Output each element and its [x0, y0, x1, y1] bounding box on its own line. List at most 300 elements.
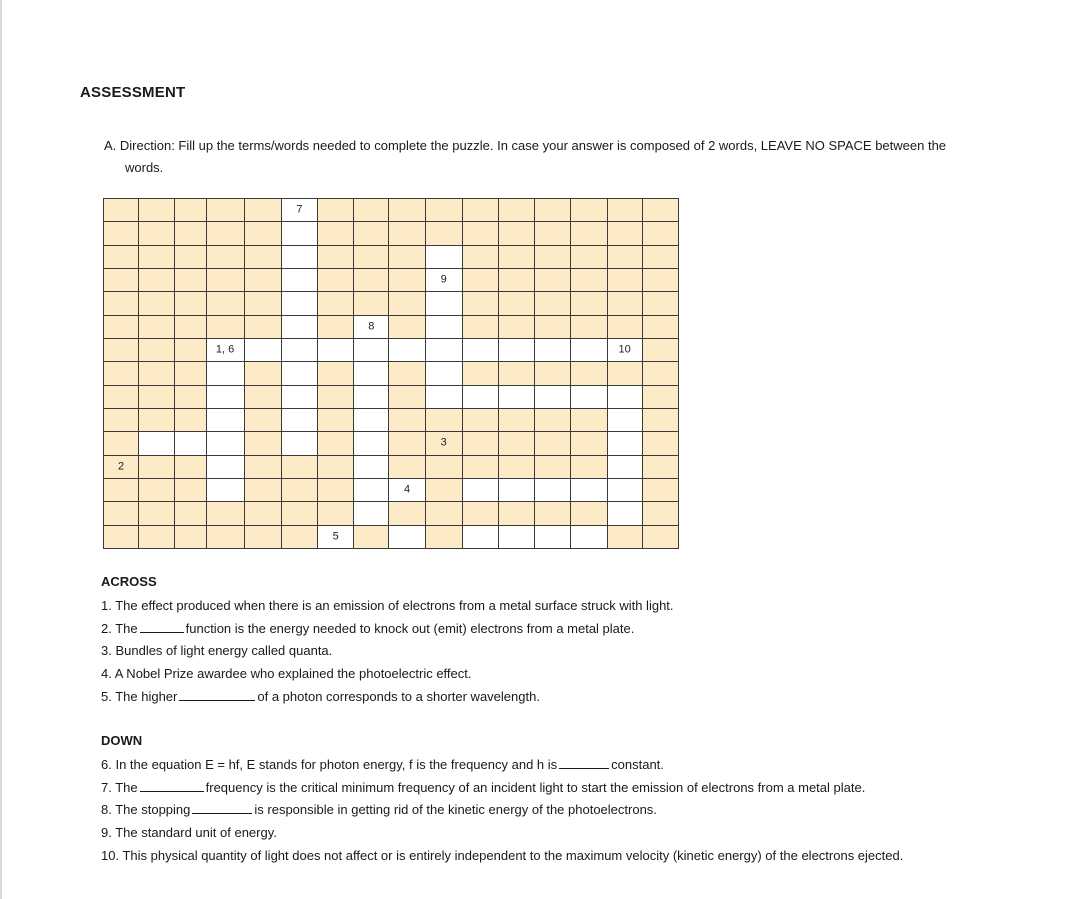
- shaded-cell: [535, 315, 571, 338]
- shaded-cell: [571, 408, 607, 431]
- shaded-cell: [425, 455, 462, 478]
- shaded-cell: [175, 502, 206, 525]
- shaded-cell: [104, 222, 139, 245]
- shaded-cell: [104, 432, 139, 455]
- shaded-cell: [571, 315, 607, 338]
- shaded-cell: [104, 245, 139, 268]
- shaded-cell: [244, 268, 281, 291]
- shaded-cell: [206, 292, 244, 315]
- answer-cell[interactable]: [571, 525, 607, 548]
- shaded-cell: [535, 362, 571, 385]
- down-clues: [101, 733, 903, 867]
- grid-row: [104, 315, 679, 338]
- shaded-cell: [354, 199, 389, 222]
- shaded-cell: [175, 385, 206, 408]
- shaded-cell: [389, 408, 425, 431]
- page-edge: [0, 0, 2, 899]
- shaded-cell: [104, 268, 139, 291]
- answer-cell[interactable]: [571, 478, 607, 501]
- answer-cell[interactable]: [206, 478, 244, 501]
- answer-cell[interactable]: [206, 362, 244, 385]
- shaded-cell: [104, 525, 139, 548]
- shaded-cell: [535, 199, 571, 222]
- grid-row: [104, 222, 679, 245]
- answer-cell[interactable]: [425, 245, 462, 268]
- shaded-cell: [535, 222, 571, 245]
- shaded-cell: [206, 222, 244, 245]
- across-clue-1: [101, 595, 674, 618]
- shaded-cell: [499, 315, 535, 338]
- answer-cell[interactable]: [535, 338, 571, 361]
- shaded-cell: [389, 199, 425, 222]
- shaded-cell: [104, 455, 139, 478]
- shaded-cell: [389, 315, 425, 338]
- clue-number: 3: [440, 436, 447, 449]
- answer-cell[interactable]: [499, 478, 535, 501]
- shaded-cell: [318, 222, 354, 245]
- shaded-cell: [244, 362, 281, 385]
- shaded-cell: [535, 245, 571, 268]
- answer-cell[interactable]: [354, 362, 389, 385]
- shaded-cell: [104, 199, 139, 222]
- shaded-cell: [318, 385, 354, 408]
- answer-cell[interactable]: [499, 385, 535, 408]
- shaded-cell: [642, 362, 678, 385]
- across-heading: ACROSS: [101, 574, 157, 589]
- shaded-cell: [607, 222, 642, 245]
- crossword-grid: [103, 198, 679, 549]
- answer-cell[interactable]: [281, 432, 317, 455]
- answer-cell[interactable]: [462, 525, 498, 548]
- directions-line-2: words.: [125, 160, 164, 175]
- shaded-cell: [206, 315, 244, 338]
- answer-cell[interactable]: [354, 408, 389, 431]
- shaded-cell: [104, 502, 139, 525]
- answer-cell[interactable]: [281, 408, 317, 431]
- shaded-cell: [642, 222, 678, 245]
- shaded-cell: [642, 315, 678, 338]
- answer-cell[interactable]: [499, 525, 535, 548]
- answer-cell[interactable]: [571, 385, 607, 408]
- answer-cell[interactable]: [607, 385, 642, 408]
- down-clue-8: [101, 799, 903, 822]
- answer-cell[interactable]: [281, 315, 317, 338]
- shaded-cell: [607, 362, 642, 385]
- shaded-cell: [607, 525, 642, 548]
- answer-cell[interactable]: [389, 478, 425, 501]
- shaded-cell: [571, 268, 607, 291]
- answer-blank[interactable]: [140, 779, 204, 792]
- shaded-cell: [139, 338, 175, 361]
- shaded-cell: [642, 245, 678, 268]
- shaded-cell: [607, 292, 642, 315]
- grid-row: [104, 268, 679, 291]
- shaded-cell: [139, 222, 175, 245]
- answer-cell[interactable]: [425, 385, 462, 408]
- shaded-cell: [244, 222, 281, 245]
- answer-cell[interactable]: [281, 362, 317, 385]
- answer-cell[interactable]: [354, 432, 389, 455]
- clue-number: 5: [332, 530, 339, 543]
- clue-number: 8: [368, 320, 375, 333]
- shaded-cell: [425, 502, 462, 525]
- grid-row: [104, 362, 679, 385]
- clue-text: 7. The: [101, 779, 138, 795]
- answer-cell[interactable]: [318, 525, 354, 548]
- down-clue-7: [101, 777, 903, 800]
- clue-text: function is the energy needed to knock out (emit) electrons from a metal plate.: [185, 620, 635, 636]
- clue-text: of a photon corresponds to a shorter wavelength.: [257, 688, 540, 704]
- shaded-cell: [642, 525, 678, 548]
- shaded-cell: [607, 315, 642, 338]
- grid-row: [104, 338, 679, 361]
- shaded-cell: [139, 455, 175, 478]
- shaded-cell: [318, 199, 354, 222]
- shaded-cell: [104, 385, 139, 408]
- shaded-cell: [499, 222, 535, 245]
- shaded-cell: [104, 362, 139, 385]
- shaded-cell: [244, 502, 281, 525]
- answer-blank[interactable]: [559, 756, 609, 769]
- answer-cell[interactable]: [206, 432, 244, 455]
- shaded-cell: [175, 408, 206, 431]
- shaded-cell: [175, 315, 206, 338]
- across-clue-3: [101, 640, 674, 663]
- clue-number: 2: [118, 460, 125, 473]
- shaded-cell: [175, 338, 206, 361]
- answer-cell[interactable]: [206, 338, 244, 361]
- answer-cell[interactable]: [607, 455, 642, 478]
- shaded-cell: [206, 525, 244, 548]
- answer-cell[interactable]: [389, 525, 425, 548]
- shaded-cell: [139, 268, 175, 291]
- shaded-cell: [139, 525, 175, 548]
- shaded-cell: [175, 525, 206, 548]
- answer-cell[interactable]: [535, 525, 571, 548]
- shaded-cell: [175, 362, 206, 385]
- shaded-cell: [499, 455, 535, 478]
- shaded-cell: [281, 455, 317, 478]
- shaded-cell: [139, 199, 175, 222]
- answer-cell[interactable]: [389, 338, 425, 361]
- down-clue-10: [101, 845, 903, 868]
- shaded-cell: [318, 502, 354, 525]
- shaded-cell: [571, 432, 607, 455]
- shaded-cell: [389, 385, 425, 408]
- answer-cell[interactable]: [139, 432, 175, 455]
- shaded-cell: [642, 432, 678, 455]
- shaded-cell: [499, 292, 535, 315]
- answer-cell[interactable]: [425, 268, 462, 291]
- answer-cell[interactable]: [354, 385, 389, 408]
- grid-row: [104, 408, 679, 431]
- shaded-cell: [607, 199, 642, 222]
- answer-cell[interactable]: [425, 362, 462, 385]
- shaded-cell: [642, 338, 678, 361]
- shaded-cell: [642, 268, 678, 291]
- shaded-cell: [175, 455, 206, 478]
- clue-number: 9: [440, 273, 447, 286]
- answer-cell[interactable]: [206, 455, 244, 478]
- shaded-cell: [244, 432, 281, 455]
- grid-row: [104, 292, 679, 315]
- shaded-cell: [642, 455, 678, 478]
- shaded-cell: [175, 222, 206, 245]
- answer-cell[interactable]: [354, 338, 389, 361]
- shaded-cell: [571, 362, 607, 385]
- shaded-cell: [139, 292, 175, 315]
- shaded-cell: [318, 432, 354, 455]
- grid-row: [104, 478, 679, 501]
- clue-text: 2. The: [101, 620, 138, 636]
- shaded-cell: [642, 478, 678, 501]
- shaded-cell: [244, 315, 281, 338]
- shaded-cell: [425, 478, 462, 501]
- answer-cell[interactable]: [462, 385, 498, 408]
- shaded-cell: [389, 245, 425, 268]
- across-clues: [101, 574, 674, 708]
- grid-row: [104, 432, 679, 455]
- shaded-cell: [462, 199, 498, 222]
- shaded-cell: [175, 292, 206, 315]
- answer-cell[interactable]: [535, 385, 571, 408]
- shaded-cell: [139, 478, 175, 501]
- shaded-cell: [175, 199, 206, 222]
- shaded-cell: [354, 292, 389, 315]
- grid-row: [104, 385, 679, 408]
- shaded-cell: [104, 338, 139, 361]
- shaded-cell: [462, 455, 498, 478]
- shaded-cell: [462, 268, 498, 291]
- grid-row: [104, 199, 679, 222]
- answer-cell[interactable]: [607, 478, 642, 501]
- shaded-cell: [535, 292, 571, 315]
- shaded-cell: [571, 502, 607, 525]
- shaded-cell: [425, 408, 462, 431]
- shaded-cell: [425, 525, 462, 548]
- shaded-cell: [462, 408, 498, 431]
- grid-row: [104, 502, 679, 525]
- shaded-cell: [244, 385, 281, 408]
- shaded-cell: [281, 525, 317, 548]
- shaded-cell: [318, 292, 354, 315]
- shaded-cell: [139, 245, 175, 268]
- shaded-cell: [499, 408, 535, 431]
- clue-text: 10. This physical quantity of light does not affect or is entirely independent to the maximum velocity (kinetic energy) of the electrons ejected.: [101, 847, 904, 863]
- answer-cell[interactable]: [607, 432, 642, 455]
- answer-blank[interactable]: [179, 688, 255, 701]
- shaded-cell: [571, 222, 607, 245]
- shaded-cell: [642, 408, 678, 431]
- down-clue-6: [101, 754, 903, 777]
- shaded-cell: [175, 478, 206, 501]
- answer-blank[interactable]: [192, 801, 252, 814]
- answer-cell[interactable]: [354, 455, 389, 478]
- clue-text: 8. The stopping: [101, 802, 191, 818]
- shaded-cell: [139, 315, 175, 338]
- down-clue-9: [101, 822, 903, 845]
- answer-cell[interactable]: [281, 385, 317, 408]
- shaded-cell: [389, 362, 425, 385]
- clue-text: constant.: [611, 757, 664, 772]
- shaded-cell: [642, 502, 678, 525]
- shaded-cell: [244, 292, 281, 315]
- shaded-cell: [104, 408, 139, 431]
- shaded-cell: [281, 478, 317, 501]
- shaded-cell: [499, 268, 535, 291]
- across-clue-4: [101, 663, 674, 686]
- down-heading: DOWN: [101, 733, 143, 748]
- shaded-cell: [175, 268, 206, 291]
- shaded-cell: [642, 385, 678, 408]
- answer-cell[interactable]: [535, 478, 571, 501]
- shaded-cell: [139, 362, 175, 385]
- shaded-cell: [462, 292, 498, 315]
- grid-row: [104, 455, 679, 478]
- answer-cell[interactable]: [281, 245, 317, 268]
- shaded-cell: [462, 245, 498, 268]
- clue-text: 3. Bundles of light energy called quanta.: [101, 643, 333, 659]
- shaded-cell: [206, 245, 244, 268]
- answer-cell[interactable]: [281, 268, 317, 291]
- shaded-cell: [425, 222, 462, 245]
- answer-cell[interactable]: [425, 315, 462, 338]
- shaded-cell: [499, 362, 535, 385]
- shaded-cell: [175, 245, 206, 268]
- answer-cell[interactable]: [425, 338, 462, 361]
- shaded-cell: [389, 222, 425, 245]
- shaded-cell: [244, 199, 281, 222]
- shaded-cell: [425, 199, 462, 222]
- clue-text: is responsible in getting rid of the kinetic energy of the photoelectrons.: [254, 802, 657, 818]
- shaded-cell: [642, 292, 678, 315]
- shaded-cell: [104, 292, 139, 315]
- answer-cell[interactable]: [354, 315, 389, 338]
- shaded-cell: [462, 362, 498, 385]
- shaded-cell: [462, 432, 498, 455]
- answer-cell[interactable]: [244, 338, 281, 361]
- directions: [104, 135, 1009, 179]
- answer-cell[interactable]: [281, 292, 317, 315]
- shaded-cell: [354, 268, 389, 291]
- answer-cell[interactable]: [281, 338, 317, 361]
- answer-cell[interactable]: [318, 338, 354, 361]
- shaded-cell: [206, 502, 244, 525]
- answer-cell[interactable]: [206, 408, 244, 431]
- shaded-cell: [607, 245, 642, 268]
- shaded-cell: [571, 292, 607, 315]
- shaded-cell: [318, 455, 354, 478]
- answer-cell[interactable]: [354, 478, 389, 501]
- shaded-cell: [571, 455, 607, 478]
- answer-cell[interactable]: [425, 292, 462, 315]
- shaded-cell: [389, 432, 425, 455]
- shaded-cell: [104, 315, 139, 338]
- answer-cell[interactable]: [607, 408, 642, 431]
- shaded-cell: [354, 245, 389, 268]
- shaded-cell: [462, 315, 498, 338]
- across-clue-5: [101, 686, 674, 709]
- shaded-cell: [535, 408, 571, 431]
- shaded-cell: [244, 478, 281, 501]
- shaded-cell: [389, 292, 425, 315]
- shaded-cell: [318, 245, 354, 268]
- answer-cell[interactable]: [607, 502, 642, 525]
- shaded-cell: [206, 268, 244, 291]
- shaded-cell: [462, 222, 498, 245]
- answer-cell[interactable]: [462, 338, 498, 361]
- shaded-cell: [499, 199, 535, 222]
- clue-number: 1, 6: [215, 343, 235, 356]
- grid-row: [104, 525, 679, 548]
- shaded-cell: [244, 525, 281, 548]
- shaded-cell: [354, 525, 389, 548]
- shaded-cell: [535, 455, 571, 478]
- clue-number: 10: [618, 343, 631, 356]
- shaded-cell: [607, 268, 642, 291]
- shaded-cell: [244, 408, 281, 431]
- answer-cell[interactable]: [499, 338, 535, 361]
- clue-number: 4: [403, 483, 411, 496]
- shaded-cell: [642, 199, 678, 222]
- shaded-cell: [139, 408, 175, 431]
- answer-cell[interactable]: [281, 199, 317, 222]
- answer-cell[interactable]: [281, 222, 317, 245]
- shaded-cell: [318, 478, 354, 501]
- shaded-cell: [139, 502, 175, 525]
- shaded-cell: [535, 432, 571, 455]
- answer-blank[interactable]: [140, 620, 184, 633]
- grid-row: [104, 245, 679, 268]
- shaded-cell: [318, 362, 354, 385]
- answer-cell[interactable]: [206, 385, 244, 408]
- shaded-cell: [389, 502, 425, 525]
- shaded-cell: [244, 245, 281, 268]
- clue-text: 9. The standard unit of energy.: [101, 825, 277, 841]
- page-title: ASSESSMENT: [80, 84, 186, 101]
- shaded-cell: [206, 199, 244, 222]
- shaded-cell: [389, 455, 425, 478]
- shaded-cell: [389, 268, 425, 291]
- clue-text: frequency is the critical minimum frequency of an incident light to start the emission of electrons from a metal plate.: [205, 779, 866, 795]
- shaded-cell: [535, 502, 571, 525]
- answer-cell[interactable]: [607, 338, 642, 361]
- shaded-cell: [244, 455, 281, 478]
- shaded-cell: [139, 385, 175, 408]
- answer-cell[interactable]: [462, 478, 498, 501]
- clue-number: 7: [296, 203, 303, 216]
- clue-text: 5. The higher: [101, 688, 178, 704]
- shaded-cell: [535, 268, 571, 291]
- across-clue-2: [101, 618, 674, 641]
- shaded-cell: [318, 315, 354, 338]
- shaded-cell: [462, 502, 498, 525]
- clue-text: 6. In the equation E = hf, E stands for photon energy, f is the frequency and h is: [101, 757, 558, 772]
- shaded-cell: [318, 268, 354, 291]
- clue-text: 1. The effect produced when there is an emission of electrons from a metal surface struck with light.: [101, 598, 674, 613]
- answer-cell[interactable]: [175, 432, 206, 455]
- shaded-cell: [425, 432, 462, 455]
- shaded-cell: [104, 478, 139, 501]
- shaded-cell: [318, 408, 354, 431]
- answer-cell[interactable]: [354, 502, 389, 525]
- answer-cell[interactable]: [571, 338, 607, 361]
- shaded-cell: [571, 245, 607, 268]
- shaded-cell: [354, 222, 389, 245]
- shaded-cell: [499, 245, 535, 268]
- shaded-cell: [571, 199, 607, 222]
- shaded-cell: [499, 432, 535, 455]
